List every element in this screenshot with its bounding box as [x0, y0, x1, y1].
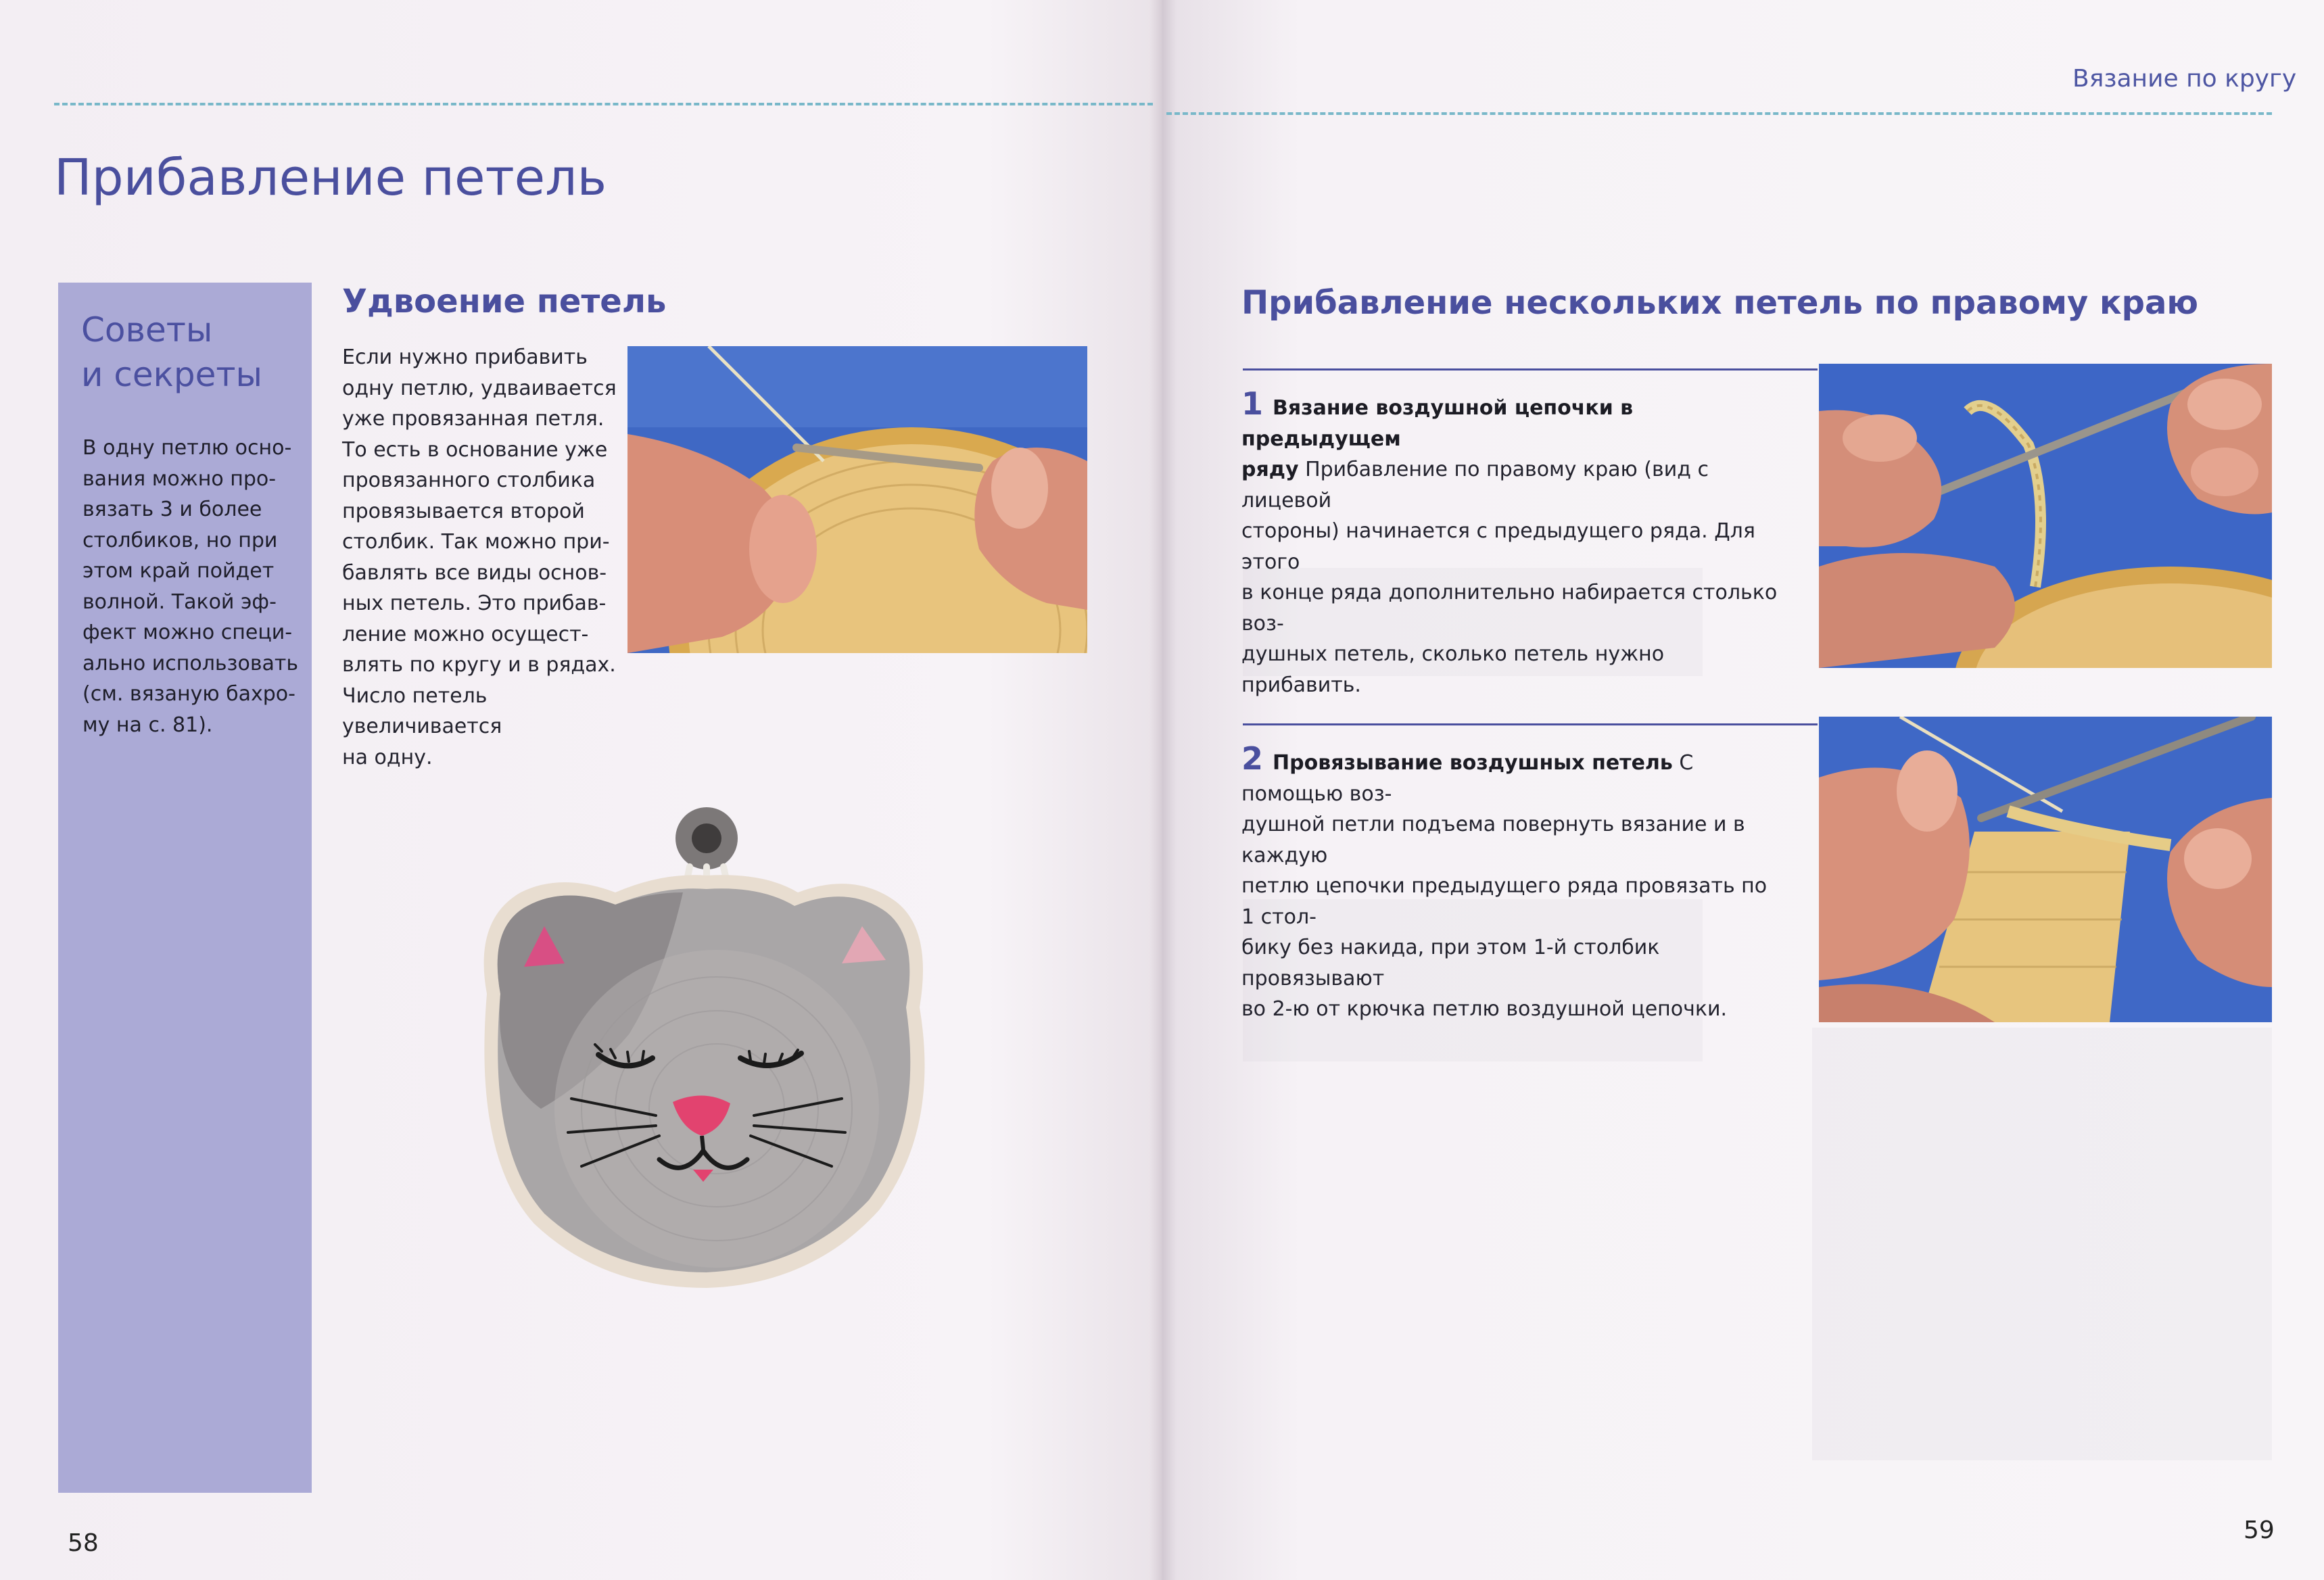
tips-line: вязать 3 и более	[82, 498, 262, 521]
tips-line: В одну петлю осно-	[82, 436, 292, 460]
tips-title	[81, 308, 298, 397]
step-2-line: бику без накида, при этом 1-й столбик провязывают	[1241, 936, 1660, 990]
step-1-text-cont: Прибавление по правому краю (вид с лицевой	[1241, 458, 1709, 512]
step-2-bold: Провязывание воздушных петель	[1273, 751, 1673, 775]
show-through-text	[690, 155, 706, 214]
body-line: уже провязанная петля.	[342, 407, 604, 431]
body-line: столбик. Так можно при-	[342, 530, 610, 554]
section-body	[342, 342, 633, 773]
tips-title-line: и секреты	[81, 355, 262, 394]
step-1-line	[1241, 454, 1782, 516]
page-number: 58	[68, 1529, 99, 1557]
step-1-line: душных петель, сколько петель нужно прибавить.	[1241, 642, 1665, 697]
step-2-line: душной петли подъема повернуть вязание и в каждую	[1241, 813, 1745, 867]
show-through-block	[1812, 1028, 2272, 1460]
step-number: 1	[1241, 385, 1264, 422]
tips-line: столбиков, но при	[82, 528, 278, 552]
step-rule	[1243, 723, 1818, 725]
step-1-bold: Вязание воздушной цепочки в предыдущем	[1241, 396, 1634, 451]
section-title-doubling: Удвоение петель	[342, 283, 667, 320]
section-title-multiple: Прибавление нескольких петель по правому краю	[1241, 284, 2198, 322]
step-2-heading-line	[1241, 740, 1782, 809]
step-number: 2	[1241, 740, 1264, 777]
tips-body	[82, 433, 299, 740]
body-line: на одну.	[342, 745, 433, 769]
tips-title-line: Советы	[81, 310, 213, 350]
body-line: Число петель увеличивается	[342, 684, 502, 738]
body-line: ных петель. Это прибав-	[342, 592, 607, 615]
header-dashed-rule	[1166, 112, 2272, 115]
page-number: 59	[2244, 1516, 2275, 1544]
step-1-line: стороны) начинается с предыдущего ряда. Для этого	[1241, 519, 1755, 574]
step-2-line: во 2-ю от крючка петлю воздушной цепочки.	[1241, 997, 1727, 1021]
tips-line: фект можно специ-	[82, 621, 293, 644]
body-line: ление можно осущест-	[342, 622, 589, 646]
body-line: То есть в основание уже	[342, 437, 608, 462]
body-line: провязывается второй	[342, 499, 585, 523]
body-line: бавлять все виды основ-	[342, 560, 607, 585]
step-1-bold-cont: ряду	[1241, 458, 1299, 481]
running-head: Вязание по кругу	[2072, 65, 2297, 93]
photo-cat-potholder	[446, 791, 953, 1305]
tips-line: этом край пойдет	[82, 559, 275, 583]
body-line: влять по кругу и в рядах.	[342, 653, 616, 677]
step-1-line: в конце ряда дополнительно набирается столько воз-	[1241, 581, 1778, 636]
body-line: одну петлю, удваивается	[342, 376, 617, 400]
photo-step-1-chain	[1819, 364, 2272, 668]
step-2-line: петлю цепочки предыдущего ряда провязать по 1 стол-	[1241, 874, 1768, 929]
tips-line: му на с. 81).	[82, 713, 213, 737]
photo-step-2-working	[1819, 717, 2272, 1022]
body-line: Если нужно прибавить	[342, 345, 588, 369]
step-rule	[1243, 368, 1818, 370]
tips-line: волной. Такой эф-	[82, 590, 277, 614]
step-2-text-cont: С помощью воз-	[1241, 751, 1694, 806]
step-1-heading-line	[1241, 385, 1782, 454]
book-gutter	[1149, 0, 1177, 1580]
photo-doubling-stitch	[627, 346, 1087, 653]
body-line: провязанного столбика	[342, 469, 596, 492]
tips-line: вания можно про-	[82, 466, 277, 491]
tips-line: (см. вязаную бахро-	[82, 682, 295, 706]
page-title: Прибавление петель	[54, 149, 607, 207]
step-1-text	[1241, 385, 1782, 700]
step-2-text	[1241, 740, 1782, 1025]
tips-line: ально использовать	[82, 651, 299, 675]
header-dashed-rule	[54, 103, 1153, 105]
